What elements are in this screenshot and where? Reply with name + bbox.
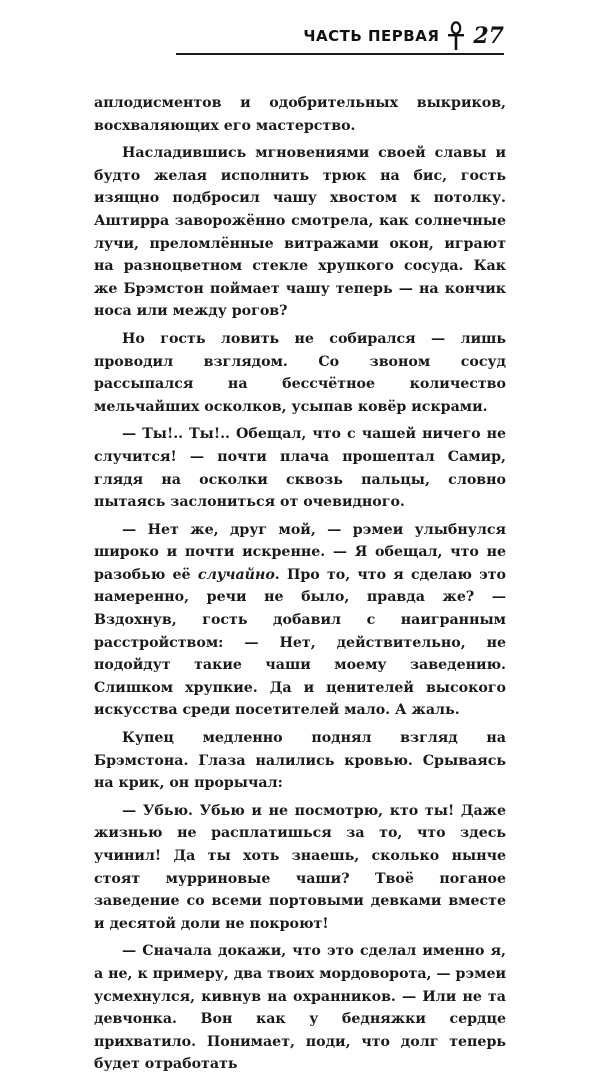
section-title: ЧАСТЬ ПЕРВАЯ — [303, 27, 440, 45]
paragraph: — Сначала докажи, что это сделал именно я, а не, к примеру, два твоих мордоворота, — рэмеи усмехнулся, кивнув на охранников. — Или не та девчонка. Вон как у бедняжки сердце прихватило. Понимает, поди, что долг теперь будет отработать — [94, 943, 506, 1073]
running-head — [303, 18, 504, 54]
paragraph-text: — Нет же, друг мой, — рэмеи улыбнулся широко и почти искренне. — Я обещал, что не разобью её — [94, 521, 506, 583]
emphasis-text: случайно — [197, 566, 275, 583]
paragraph: аплодисментов и одобрительных выкриков, восхваляющих его мастерство. — [94, 95, 506, 134]
paragraph: Но гость ловить не собирался — лишь проводил взглядом. Со звоном сосуд рассыпался на бессчётное количество мельчайших осколков, усыпав ковёр искрами. — [94, 330, 506, 415]
paragraph — [94, 519, 506, 722]
paragraph: — Убью. Убью и не посмотрю, кто ты! Даже жизнью не расплатишься за то, что здесь учинил! Да ты хоть знаешь, сколько нынче стоят мурриновые чаши? Твоё поганое заведение со всеми портовыми девками вместе и десятой доли не покроют! — [94, 802, 506, 932]
paragraph: — Ты!.. Ты!.. Обещал, что с чашей ничего не случится! — почти плача прошептал Самир, глядя на осколки сквозь пальцы, словно пытаясь заслониться от очевидного. — [94, 426, 506, 511]
page-number: 27 — [473, 23, 504, 49]
ankh-icon — [447, 21, 465, 51]
body-text — [94, 92, 506, 1076]
paragraph-text: . Про то, что я сделаю это намеренно, речи не было, правда же? — Вздохнув, гость добавил с наигранным расстройством: — Нет, действительно, не подойдут такие чаши моему заведению. Слишком хрупкие. Да и ценителей высокого искусства среди посетителей мало. А жаль. — [94, 566, 507, 719]
header-rule — [176, 53, 504, 55]
paragraph: Купец медленно поднял взгляд на Брэмстона. Глаза налились кровью. Срываясь на крик, он прорычал: — [94, 730, 506, 792]
paragraph: Насладившись мгновениями своей славы и будто желая исполнить трюк на бис, гость изящно подбросил чашу хвостом к потолку. Аштирра заворожённо смотрела, как солнечные лучи, преломлённые витражами окон, играют на разноцветном стекле хрупкого сосуда. Как же Брэмстон поймает чашу теперь — на кончик носа или между рогов? — [94, 145, 506, 320]
